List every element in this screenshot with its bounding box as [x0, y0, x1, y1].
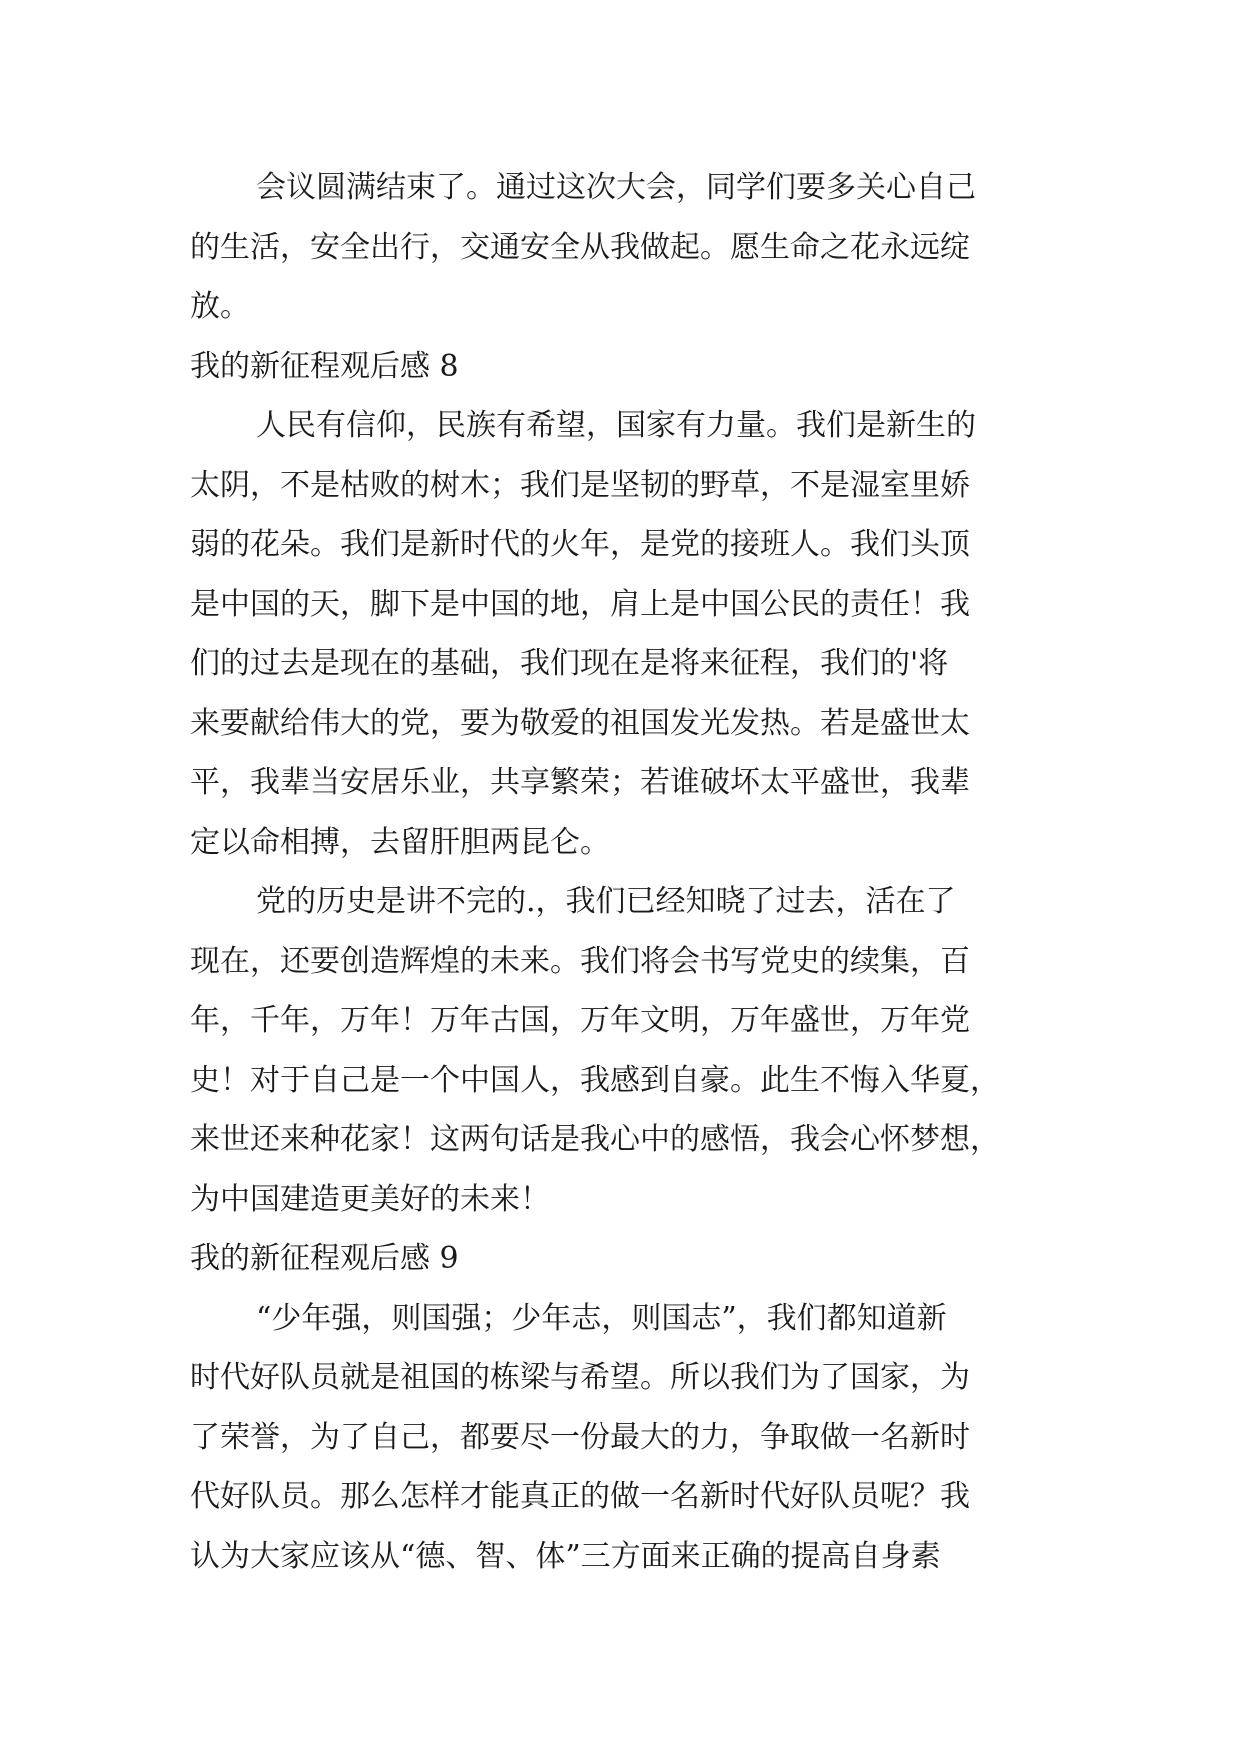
paragraph-line: 史！对于自己是一个中国人，我感到自豪。此生不悔入华夏，	[190, 1062, 1000, 1098]
paragraph-line: “少年强，则国强；少年志，则国志”，我们都知道新	[256, 1300, 947, 1336]
paragraph-line: 了荣誉，为了自己，都要尽一份最大的力，争取做一名新时	[190, 1419, 970, 1455]
paragraph-line: 代好队员。那么怎样才能真正的做一名新时代好队员呢？我	[190, 1479, 970, 1514]
paragraph-line: 是中国的天，脚下是中国的地，肩上是中国公民的责任！我	[190, 586, 970, 622]
paragraph-line: 为中国建造更美好的未来！	[190, 1181, 550, 1217]
section-heading: 我的新征程观后感 9	[190, 1241, 459, 1276]
paragraph-line: 时代好队员就是祖国的栋梁与希望。所以我们为了国家，为	[190, 1360, 970, 1395]
paragraph-line: 认为大家应该从“德、智、体”三方面来正确的提高自身素	[190, 1538, 941, 1574]
paragraph-line: 来要献给伟大的党，要为敬爱的祖国发光发热。若是盛世太	[190, 705, 970, 741]
paragraph-line: 会议圆满结束了。通过这次大会，同学们要多关心自己	[256, 170, 976, 205]
paragraph-line: 人民有信仰，民族有希望，国家有力量。我们是新生的	[256, 408, 976, 443]
paragraph-line: 平，我辈当安居乐业，共享繁荣；若谁破坏太平盛世，我辈	[190, 765, 970, 800]
document-page	[190, 158, 1052, 1586]
paragraph-line: 放。	[190, 289, 250, 324]
paragraph-line: 党的历史是讲不完的.，我们已经知晓了过去，活在了	[256, 884, 956, 919]
paragraph-line: 定以命相搏，去留肝胆两昆仑。	[190, 824, 610, 860]
paragraph-line: 来世还来种花家！这两句话是我心中的感悟，我会心怀梦想，	[190, 1122, 1000, 1157]
paragraph-line: 的生活，安全出行，交通安全从我做起。愿生命之花永远绽	[190, 229, 970, 265]
paragraph-line: 太阴，不是枯败的树木；我们是坚韧的野草，不是湿室里娇	[190, 467, 970, 503]
paragraph-line: 现在，还要创造辉煌的未来。我们将会书写党史的续集，百	[190, 943, 970, 979]
paragraph-line: 弱的花朵。我们是新时代的火年，是党的接班人。我们头顶	[190, 527, 970, 562]
paragraph-line: 年，千年，万年！万年古国，万年文明，万年盛世，万年党	[190, 1003, 970, 1038]
paragraph-line: 们的过去是现在的基础，我们现在是将来征程，我们的'将	[190, 646, 949, 681]
section-heading: 我的新征程观后感 8	[190, 348, 459, 384]
